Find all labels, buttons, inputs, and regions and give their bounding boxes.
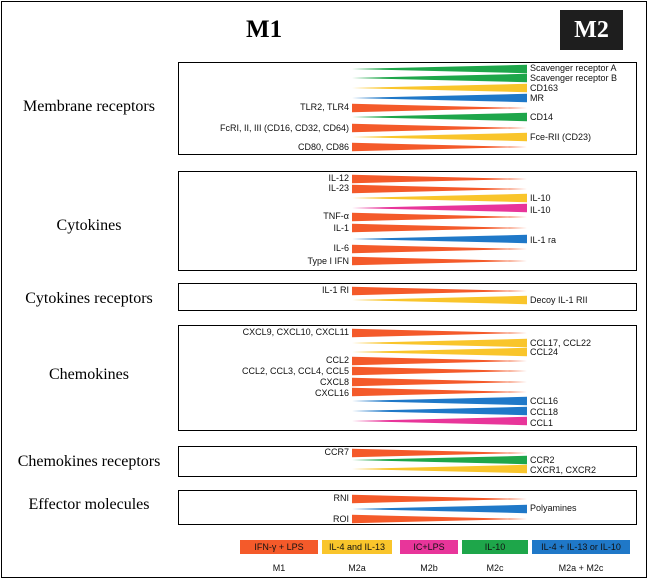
wedge-ccl2 [352,357,527,365]
wedge-il-1-ra [352,235,527,243]
wedge-ccl2-3-4-5 [352,367,527,375]
wedge-fcri [352,124,527,132]
label-ccl17-ccl22: CCL17, CCL22 [530,338,592,348]
wedge-roi [352,515,527,523]
wedge-ccl1 [352,417,527,425]
wedge-cxcr1-cxcr2 [352,465,527,473]
wedge-il-10-a [352,194,527,202]
wedge-cxcl8 [352,378,527,386]
label-decoy-il-1-rii: Decoy IL-1 RII [530,295,588,305]
label-cd163: CD163 [530,83,559,93]
legend-m2b-swatch: IC+LPS [400,540,458,554]
label-cd80-cd86: CD80, CD86 [297,142,349,152]
wedge-scavenger-receptor-b [352,74,527,82]
label-cxcl9-10-11: CXCL9, CXCL10, CXCL11 [242,327,349,337]
wedge-cd163 [352,84,527,92]
label-ccr2: CCR2 [530,455,555,465]
m1-header: M1 [246,16,283,43]
label-ccl24: CCL24 [530,347,559,357]
wedge-il-1 [352,224,527,232]
wedge-ccr2 [352,456,527,464]
m2-header: M2 [560,10,623,50]
legend-m2c-swatch: IL-10 [462,540,528,554]
label-type-i-ifn: Type I IFN [307,256,349,266]
label-il-1: IL-1 [333,223,349,233]
wedge-ccl17-ccl22 [352,339,527,347]
label-cxcl16: CXCL16 [314,388,349,398]
wedge-polyamines [352,505,527,513]
wedge-cd14 [352,113,527,121]
label-ccl1: CCL1 [530,418,554,428]
label-fcri-ii-iii: FcRI, II, III (CD16, CD32, CD64) [219,123,349,133]
section-title-chemokines: Chemokines [49,366,129,383]
legend-m2c-caption: M2c [486,563,504,573]
label-ccl18: CCL18 [530,407,559,417]
label-il-6: IL-6 [333,243,349,253]
wedge-fce-rii [352,133,527,141]
label-scavenger-receptor-b: Scavenger receptor B [530,73,618,83]
label-tlr2-tlr4: TLR2, TLR4 [300,102,349,112]
label-il-1-ra: IL-1 ra [530,235,557,245]
label-il-10-a: IL-10 [530,193,551,203]
label-il-1-ri: IL-1 RI [321,285,349,295]
legend-m2b-caption: M2b [420,563,438,573]
legend-m2a-caption: M2a [348,563,366,573]
label-il-12: IL-12 [328,173,349,183]
wedge-cd80-cd86 [352,143,527,151]
label-rni: RNI [333,493,349,503]
label-ccl2: CCL2 [325,355,349,365]
wedge-tlr2-tlr4 [352,104,527,112]
section-title-membrane-receptors: Membrane receptors [23,98,155,115]
label-scavenger-receptor-a: Scavenger receptor A [530,63,617,73]
wedge-ccl16 [352,397,527,405]
section-title-cytokines-receptors: Cytokines receptors [25,290,153,307]
label-fce-rii: Fce-RII (CD23) [530,132,592,142]
wedge-ccl18 [352,407,527,415]
label-cxcl8: CXCL8 [319,377,349,387]
wedge-type-i-ifn [352,257,527,265]
label-tnf-alpha: TNF-α [323,211,349,221]
wedge-cxcl16 [352,388,527,396]
legend-m2a-m2c-caption: M2a + M2c [558,563,604,573]
legend-m2a-swatch: IL-4 and IL-13 [322,540,392,554]
section-title-effector-molecules: Effector molecules [28,496,150,513]
wedge-tnf-alpha [352,213,527,221]
section-title-chemokines-receptors: Chemokines receptors [17,453,161,470]
wedge-cxcl9-10-11 [352,329,527,337]
legend-m1-swatch: IFN-γ + LPS [240,540,318,554]
label-roi: ROI [332,514,349,524]
label-cxcr1-cxcr2: CXCR1, CXCR2 [530,465,597,475]
wedge-ccl24 [352,348,527,356]
wedge-ccr7 [352,449,527,457]
legend-m2a-m2c-swatch: IL-4 + IL-13 or IL-10 [532,540,630,554]
wedge-il-6 [352,245,527,253]
wedge-il-23 [352,185,527,193]
label-il-10-b: IL-10 [530,205,551,215]
wedge-il-10-b [352,204,527,212]
wedge-mr [352,94,527,102]
label-il-23: IL-23 [328,183,349,193]
label-mr: MR [530,93,544,103]
wedge-il-1-ri [352,287,527,295]
label-ccl2-3-4-5: CCL2, CCL3, CCL4, CCL5 [241,366,349,376]
label-cd14: CD14 [530,112,554,122]
section-title-cytokines: Cytokines [56,217,122,234]
label-ccr7: CCR7 [324,447,349,457]
wedge-decoy-il-1-rii [352,296,527,304]
wedge-rni [352,495,527,503]
label-ccl16: CCL16 [530,396,559,406]
label-polyamines: Polyamines [530,503,577,513]
wedge-scavenger-receptor-a [352,65,527,73]
wedge-il-12 [352,175,527,183]
legend-m1-caption: M1 [272,563,286,573]
